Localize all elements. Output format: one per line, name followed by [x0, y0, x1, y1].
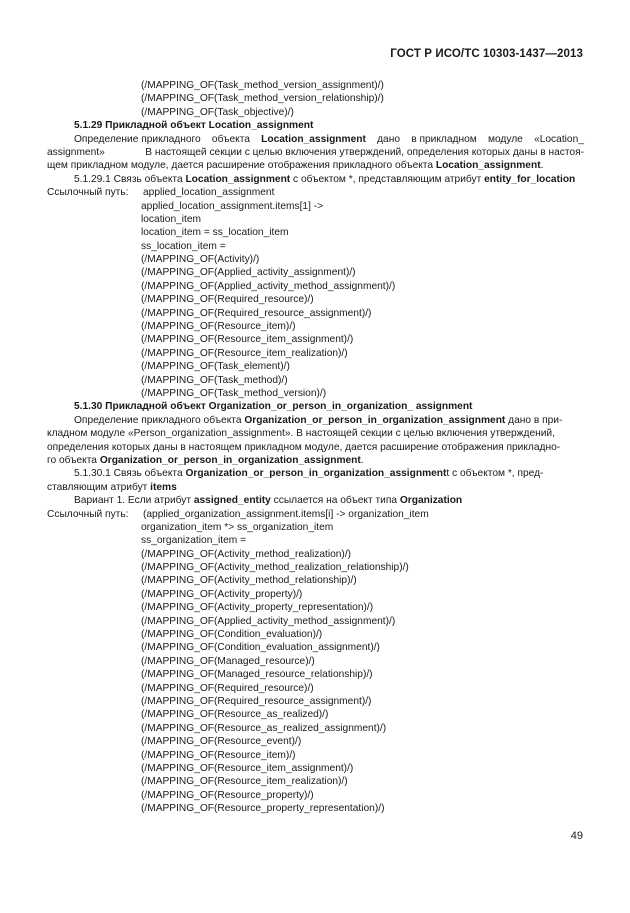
mapping-line: (/MAPPING_OF(Required_resource_assignment)/) [141, 307, 372, 319]
section-heading-5-1-30: 5.1.30 Прикладной объект Organization_or_person_in_organization_ assignment [74, 401, 473, 413]
mapping-line: (/MAPPING_OF(Activity_property_representation)/) [141, 602, 374, 614]
mapping-line: (/MAPPING_OF(Applied_activity_method_assignment)/) [141, 615, 396, 627]
mapping-line: (/MAPPING_OF(Resource_item_realization)/) [141, 776, 348, 788]
mapping-line: (/MAPPING_OF(Resource_as_realized_assignment)/) [141, 722, 387, 734]
paragraph-5-1-30-line3: определения которых даны в настоящем прикладном модуле, дается расширение отображения прикладно- [47, 441, 561, 453]
mapping-line: (/MAPPING_OF(Managed_resource)/) [141, 655, 315, 667]
mapping-line: (/MAPPING_OF(Activity_method_realization)/) [141, 548, 352, 560]
mapping-line: (/MAPPING_OF(Resource_property)/) [141, 789, 314, 801]
paragraph-5-1-29-line3: щем прикладном модуле, дается расширение отображения прикладного объекта Location_assignment. [47, 160, 544, 172]
top-mapping-list [47, 79, 584, 119]
mapping-line: applied_location_assignment.items[1] -> [141, 200, 324, 212]
subsection-5-1-30-1-line2: ставляющим атрибут items [47, 481, 177, 493]
variant-1: Вариант 1. Если атрибут assigned_entity ссылается на объект типа Organization [74, 495, 463, 507]
mapping-line: (/MAPPING_OF(Condition_evaluation_assignment)/) [141, 642, 380, 654]
paragraph-5-1-30-line4: го объекта Organization_or_person_in_organization_assignment. [47, 454, 364, 466]
mapping-line: (/MAPPING_OF(Applied_activity_assignment)/) [141, 267, 356, 279]
paragraph-5-1-29-line2 [47, 146, 584, 159]
paragraph-5-1-29-line1 [47, 133, 584, 146]
mapping-line: (/MAPPING_OF(Required_resource)/) [141, 682, 314, 694]
mapping-line: (/MAPPING_OF(Task_method_version_assignment)/) [141, 80, 384, 91]
mapping-line: (/MAPPING_OF(Task_method_version)/) [141, 387, 327, 399]
mapping-line: (/MAPPING_OF(Resource_property_representation)/) [141, 803, 385, 815]
mapping-line: location_item [141, 213, 202, 225]
text-fragment: в прикладном [411, 133, 477, 145]
reference-path-label: Ссылочный путь: [47, 187, 129, 199]
text-fragment: assignment» [47, 146, 105, 158]
mapping-line: (/MAPPING_OF(Resource_item)/) [141, 321, 296, 333]
mapping-line: (/MAPPING_OF(Resource_item_assignment)/) [141, 762, 354, 774]
mapping-line: (/MAPPING_OF(Activity_property)/) [141, 588, 303, 600]
reference-path-lines-5-1-30-1 [47, 521, 584, 816]
text-fragment: «Location_ [534, 133, 584, 145]
mapping-line: (/MAPPING_OF(Resource_item)/) [141, 749, 296, 761]
page-body [47, 79, 584, 815]
mapping-line: ss_location_item = [141, 240, 226, 252]
text-fragment: В настоящей секции с целью включения утверждений, определения которых даны в настоя- [145, 146, 584, 158]
text-fragment: Location_assignment [261, 133, 366, 145]
reference-path-lines-5-1-29-1 [47, 200, 584, 401]
mapping-line: (/MAPPING_OF(Activity_method_realization_relationship)/) [141, 562, 409, 574]
section-heading-5-1-29: 5.1.29 Прикладной объект Location_assignment [74, 120, 314, 132]
mapping-line: (/MAPPING_OF(Managed_resource_relationship)/) [141, 669, 373, 681]
reference-path-5-1-30-1: Ссылочный путь: (applied_organization_assignment.items[i] -> organization_item [47, 508, 429, 520]
paragraph-5-1-30-line1: Определение прикладного объекта Organization_or_person_in_organization_assignment дано в при- [74, 414, 563, 426]
text-fragment: объекта [211, 133, 250, 145]
mapping-line: (/MAPPING_OF(Activity_method_relationship)/) [141, 575, 357, 587]
mapping-line: (/MAPPING_OF(Task_element)/) [141, 361, 290, 373]
mapping-line: (/MAPPING_OF(Resource_item_assignment)/) [141, 334, 354, 346]
mapping-line: ss_organization_item = [141, 535, 247, 547]
reference-path-5-1-29-1: Ссылочный путь: applied_location_assignment [47, 187, 275, 199]
document-header: ГОСТ Р ИСО/ТС 10303-1437—2013 [390, 48, 583, 60]
mapping-line: (/MAPPING_OF(Resource_as_realized)/) [141, 709, 329, 721]
mapping-line: location_item = ss_location_item [141, 227, 289, 239]
mapping-line: (/MAPPING_OF(Resource_event)/) [141, 736, 302, 748]
subsection-5-1-30-1-line1: 5.1.30.1 Связь объекта Organization_or_person_in_organization_assignmentt с объектом *, пред- [74, 468, 544, 480]
mapping-line: (/MAPPING_OF(Required_resource_assignment)/) [141, 695, 372, 707]
mapping-line: (/MAPPING_OF(Condition_evaluation)/) [141, 629, 323, 641]
paragraph-5-1-30-line2: кладном модуле «Person_organization_assignment». В настоящей секции с целью включения утверждений, [47, 428, 555, 440]
text-fragment: модуле [487, 133, 523, 145]
reference-path-label: Ссылочный путь: [47, 508, 129, 520]
mapping-line: (/MAPPING_OF(Applied_activity_method_assignment)/) [141, 280, 396, 292]
text-fragment: дано [377, 133, 400, 145]
mapping-line: (/MAPPING_OF(Task_method_version_relationship)/) [141, 93, 384, 105]
page-number: 49 [570, 830, 583, 842]
mapping-line: (/MAPPING_OF(Task_method)/) [141, 374, 288, 386]
mapping-line: (/MAPPING_OF(Required_resource)/) [141, 294, 314, 306]
mapping-line: (/MAPPING_OF(Resource_item_realization)/) [141, 347, 348, 359]
mapping-line: (/MAPPING_OF(Task_objective)/) [141, 106, 294, 118]
mapping-line: (/MAPPING_OF(Activity)/) [141, 254, 260, 266]
mapping-line: organization_item *> ss_organization_item [141, 521, 334, 533]
subsection-5-1-29-1: 5.1.29.1 Связь объекта Location_assignment с объектом *, представляющим атрибут entity_for_location [74, 173, 576, 185]
text-fragment: Определение прикладного [74, 133, 201, 145]
